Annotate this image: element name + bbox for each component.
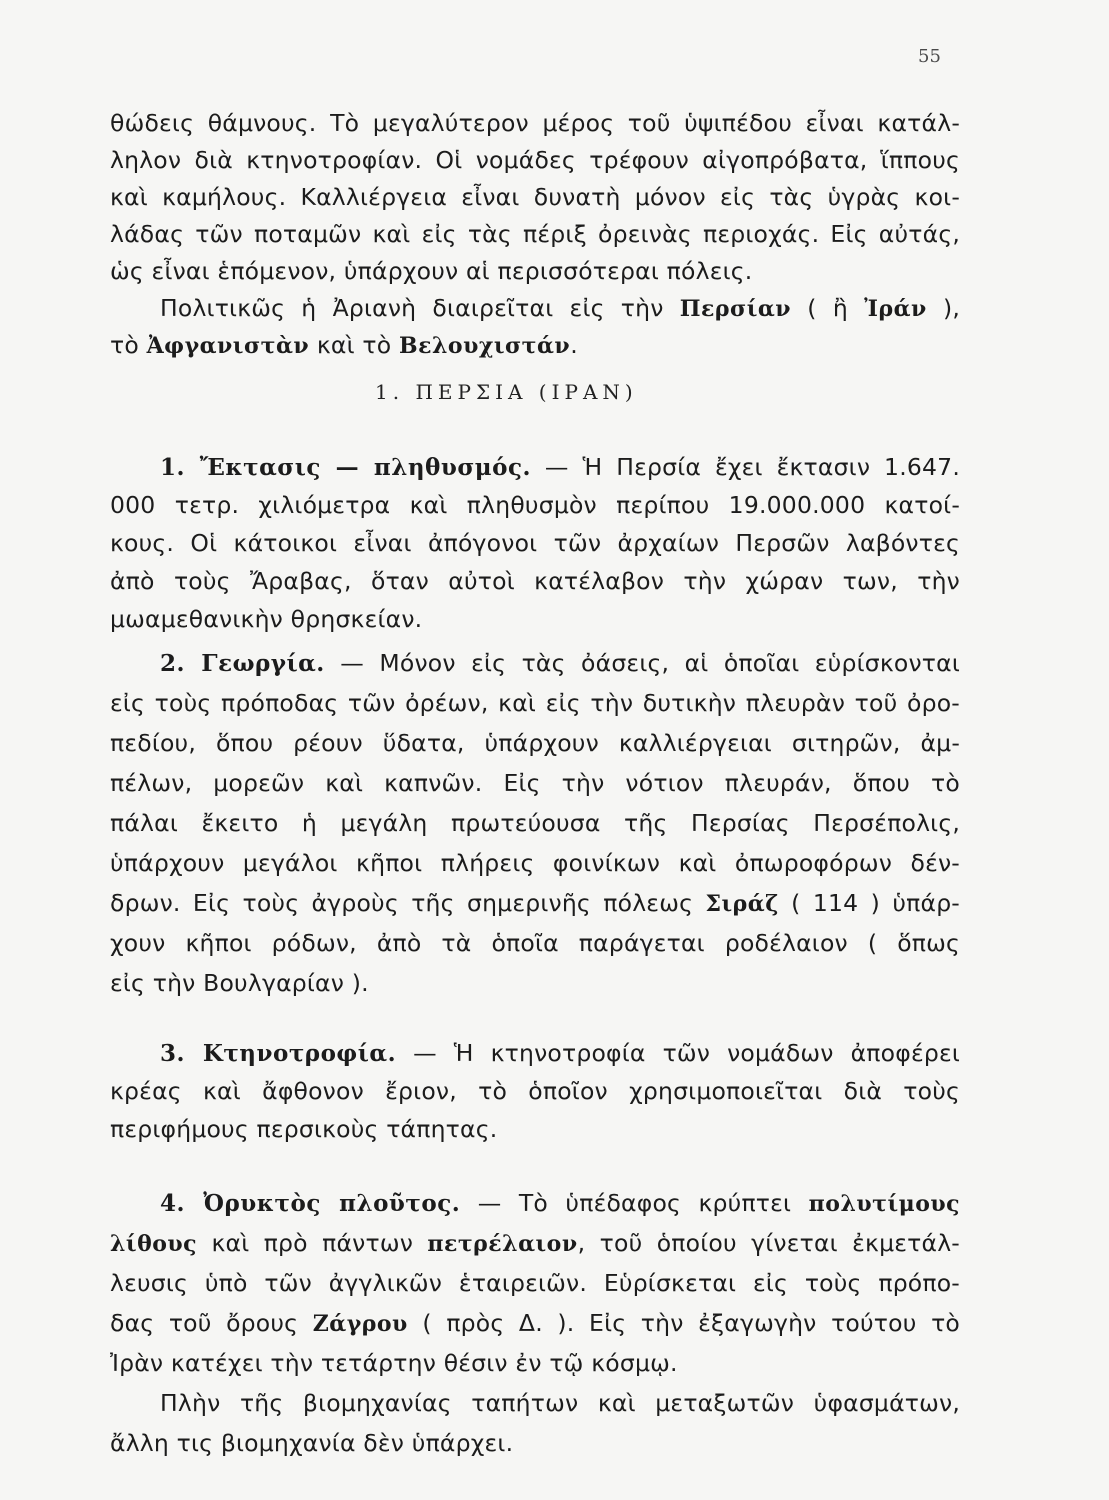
text-run: , τοῦ ὁποίου γίνεται ἐκμετάλ-	[577, 1229, 960, 1257]
text-line: ληλον διὰ κτηνοτροφίαν. Οἱ νομάδες τρέφουν αἰγοπρόβατα, ἵππους	[110, 146, 960, 174]
page-number: 55	[918, 46, 941, 67]
text-line: μωαμεθανικὴν θρησκείαν.	[110, 605, 423, 633]
text-line: καὶ καμήλους. Καλλιέργεια εἶναι δυνατὴ μόνον εἰς τὰς ὑγρὰς κοι-	[110, 183, 960, 211]
text-line: λευσις ὑπὸ τῶν ἀγγλικῶν ἑταιρειῶν. Εὑρίσκεται εἰς τοὺς πρόπο-	[110, 1269, 960, 1297]
text-line: εἰς τοὺς πρόποδας τῶν ὀρέων, καὶ εἰς τὴν δυτικὴν πλευρὰν τοῦ ὀρο-	[110, 689, 960, 717]
text-line: πεδίου, ὅπου ρέουν ὕδατα, ὑπάρχουν καλλιέργειαι σιτηρῶν, ἀμ-	[110, 729, 960, 757]
section-title: 1. ΠΕΡΣΙΑ (ΙΡΑΝ)	[375, 380, 638, 404]
text-run: ),	[942, 294, 961, 322]
text-run: καὶ πρὸ πάντων	[211, 1229, 414, 1257]
text-run: δας τοῦ ὄρους	[110, 1309, 299, 1337]
text-line: θώδεις θάμνους. Τὸ μεγαλύτερον μέρος τοῦ ὑψιπέδου εἶναι κατάλ-	[110, 109, 960, 137]
subsection-heading: 1. Ἔκτασις — πληθυσμός.	[160, 454, 531, 481]
text-run: ( πρὸς Δ. ). Εἰς τὴν ἐξαγωγὴν τούτου τὸ	[422, 1309, 960, 1337]
text-line	[110, 330, 960, 361]
bold-term-oil: πετρέλαιον	[427, 1231, 578, 1257]
bold-term-zagros: Ζάγρου	[312, 1311, 408, 1337]
text-run: — Μόνον εἰς τὰς ὀάσεις, αἱ ὁποῖαι εὑρίσκονται	[340, 649, 960, 677]
bold-term-afghanistan: Ἀφγανιστὰν	[146, 333, 310, 359]
text-line: ὑπάρχουν μεγάλοι κῆποι πλήρεις φοινίκων καὶ ὀπωροφόρων δέν-	[110, 849, 960, 877]
text-run: ( 114 ) ὑπάρ-	[791, 889, 960, 917]
subsection-heading: 2. Γεωργία.	[160, 650, 325, 677]
text-run: τὸ	[110, 331, 139, 359]
subsection-heading: 3. Κτηνοτροφία.	[160, 1040, 397, 1067]
text-line	[160, 1038, 960, 1069]
text-run: .	[570, 331, 578, 359]
text-line: πέλων, μορεῶν καὶ καπνῶν. Εἰς τὴν νότιον πλευράν, ὅπου τὸ	[110, 769, 960, 797]
text-line	[110, 1308, 960, 1339]
bold-term-gems: πολυτίμους	[808, 1191, 961, 1217]
bold-term-stones: λίθους	[110, 1231, 198, 1257]
text-line	[110, 888, 960, 919]
text-line: 000 τετρ. χιλιόμετρα καὶ πληθυσμὸν περίπου 19.000.000 κατοί-	[110, 491, 960, 519]
text-run: δρων. Εἰς τοὺς ἀγροὺς τῆς σημερινῆς πόλεως	[110, 889, 694, 917]
text-line	[160, 648, 960, 679]
text-line: Πλὴν τῆς βιομηχανίας ταπήτων καὶ μεταξωτῶν ὑφασμάτων,	[160, 1389, 960, 1417]
text-line	[110, 1228, 960, 1259]
text-run: ( ἢ	[807, 294, 848, 322]
text-line: ὡς εἶναι ἑπόμενον, ὑπάρχουν αἱ περισσότεραι πόλεις.	[110, 257, 753, 285]
text-line: κρέας καὶ ἄφθονον ἔριον, τὸ ὁποῖον χρησιμοποιεῖται διὰ τοὺς	[110, 1077, 960, 1105]
bold-term-persia: Περσίαν	[679, 296, 792, 322]
text-line: Ἰρὰν κατέχει τὴν τετάρτην θέσιν ἐν τῷ κόσμῳ.	[110, 1349, 678, 1377]
text-line: ἀπὸ τοὺς Ἄραβας, ὅταν αὐτοὶ κατέλαβον τὴν χώραν των, τὴν	[110, 567, 960, 595]
text-run: Πολιτικῶς ἡ Ἀριανὴ διαιρεῖται εἰς τὴν	[160, 294, 664, 322]
text-line	[160, 452, 960, 483]
text-run: — Τὸ ὑπέδαφος κρύπτει	[477, 1189, 792, 1217]
text-line: λάδας τῶν ποταμῶν καὶ εἰς τὰς πέριξ ὀρεινὰς περιοχάς. Εἰς αὐτάς,	[110, 220, 960, 248]
text-line: κους. Οἱ κάτοικοι εἶναι ἀπόγονοι τῶν ἀρχαίων Περσῶν λαβόντες	[110, 529, 960, 557]
subsection-heading: 4. Ὀρυκτὸς πλοῦτος.	[160, 1190, 461, 1217]
text-run: — Ἡ Περσία ἔχει ἔκτασιν 1.647.	[544, 453, 961, 481]
text-line	[160, 1188, 960, 1219]
text-line: εἰς τὴν Βουλγαρίαν ).	[110, 969, 369, 997]
bold-term-baluchistan: Βελουχιστάν	[399, 333, 571, 359]
text-run: — Ἡ κτηνοτροφία τῶν νομάδων ἀποφέρει	[413, 1039, 961, 1067]
text-line	[160, 293, 960, 324]
text-line: πάλαι ἔκειτο ἡ μεγάλη πρωτεύουσα τῆς Περσίας Περσέπολις,	[110, 809, 960, 837]
text-line: χουν κῆποι ρόδων, ἀπὸ τὰ ὁποῖα παράγεται ροδέλαιον ( ὅπως	[110, 929, 960, 957]
text-line: περιφήμους περσικοὺς τάπητας.	[110, 1115, 498, 1143]
text-run: καὶ τὸ	[316, 331, 392, 359]
bold-term-shiraz: Σιράζ	[705, 891, 779, 917]
text-line: ἄλλη τις βιομηχανία δὲν ὑπάρχει.	[110, 1429, 514, 1457]
bold-term-iran: Ἰράν	[864, 296, 927, 322]
